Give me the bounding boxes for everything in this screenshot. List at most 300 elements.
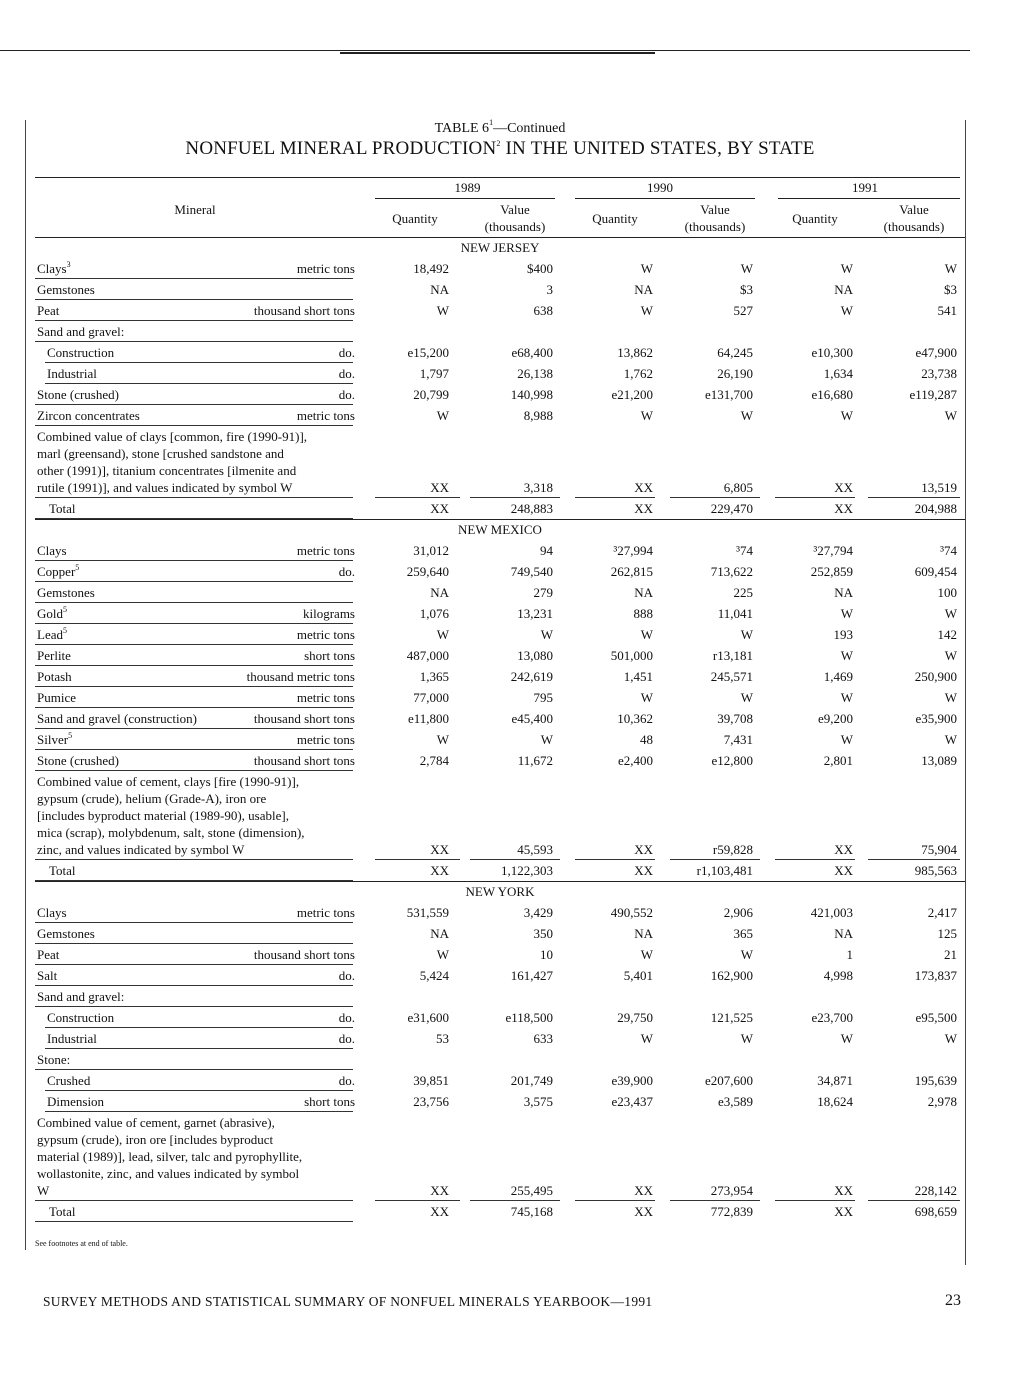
table-row xyxy=(35,603,965,624)
total-value: XX xyxy=(834,501,853,516)
value-cell: W xyxy=(740,690,753,705)
unit-label: thousand short tons xyxy=(253,753,355,768)
value-cell: 18,492 xyxy=(413,261,449,276)
total-value: r1,103,481 xyxy=(696,863,753,878)
mineral-name xyxy=(37,944,59,965)
mineral-name xyxy=(47,363,97,384)
value-cell: 2,417 xyxy=(927,905,957,920)
value-cell: 48 xyxy=(640,732,653,747)
mineral-label: Silver xyxy=(37,732,69,747)
value-cell: 31,012 xyxy=(413,543,449,558)
year-rule xyxy=(778,198,960,199)
value-cell: W xyxy=(740,1031,753,1046)
value-cell: W xyxy=(640,261,653,276)
mineral-name xyxy=(37,384,119,405)
footnote-mark: 3 xyxy=(66,259,71,269)
combined-line: wollastonite, zinc, and values indicated by symbol xyxy=(37,1166,300,1181)
table-row xyxy=(35,923,965,944)
value-cell: W xyxy=(436,408,449,423)
total-value: XX xyxy=(834,1204,853,1219)
combined-description xyxy=(35,426,357,498)
total-value: XX xyxy=(634,501,653,516)
footnote-mark: 5 xyxy=(63,604,67,614)
unit-label: thousand short tons xyxy=(253,947,355,962)
mineral-name xyxy=(37,923,95,944)
mineral-label: Perlite xyxy=(37,648,71,663)
combined-description xyxy=(35,1112,357,1201)
mineral-name xyxy=(37,687,76,708)
mineral-label: Dimension xyxy=(47,1094,105,1109)
value-cell: 94 xyxy=(540,543,553,558)
mineral-name xyxy=(37,279,95,300)
value-cell: 13,089 xyxy=(921,753,957,768)
table-row xyxy=(35,321,965,342)
value-cell: e68,400 xyxy=(511,345,553,360)
value-cell: 421,003 xyxy=(810,905,853,920)
value-cell: 5,424 xyxy=(419,968,449,983)
value-cell: W xyxy=(740,261,753,276)
mineral-label: Stone: xyxy=(37,1052,71,1067)
mineral-name xyxy=(37,645,71,666)
value-cell: 501,000 xyxy=(610,648,653,663)
mineral-name xyxy=(47,1007,114,1028)
value-cell: W xyxy=(944,408,957,423)
value-cell: NA xyxy=(834,282,853,297)
production-table xyxy=(35,237,965,1222)
table-row xyxy=(35,561,965,582)
value-cell: NA xyxy=(634,585,653,600)
unit-label: metric tons xyxy=(296,690,355,705)
section-name: NEW JERSEY xyxy=(460,240,540,255)
table-row xyxy=(35,687,965,708)
unit-label: short tons xyxy=(304,1094,355,1109)
value-cell: 125 xyxy=(937,926,957,941)
table-row xyxy=(35,1007,965,1028)
total-label: Total xyxy=(49,863,76,878)
value-cell: W xyxy=(840,690,853,705)
value-cell: 39,708 xyxy=(717,711,753,726)
combined-line: [includes byproduct material (1989-90), usable], xyxy=(37,808,289,823)
mineral-name xyxy=(37,986,124,1007)
combined-line: zinc, and values indicated by symbol W xyxy=(37,842,245,857)
value-header: Value (thousands) xyxy=(484,202,546,234)
value-cell: NA xyxy=(634,282,653,297)
value-cell: e23,437 xyxy=(611,1094,653,1109)
value-cell: ³74 xyxy=(736,543,753,558)
value-cell: e16,680 xyxy=(811,387,853,402)
unit-label: kilograms xyxy=(303,606,355,621)
value-cell: 262,815 xyxy=(610,564,653,579)
value-cell: 795 xyxy=(533,690,553,705)
mineral-name xyxy=(37,300,59,321)
mineral-label: Gemstones xyxy=(37,926,95,941)
value-cell: W xyxy=(840,408,853,423)
total-row xyxy=(35,1201,965,1222)
value-cell: W xyxy=(840,606,853,621)
value-cell: 3 xyxy=(546,282,553,297)
value-cell: e95,500 xyxy=(915,1010,957,1025)
value-cell: 26,138 xyxy=(517,366,553,381)
quantity-header: Quantity xyxy=(392,211,438,226)
mineral-name xyxy=(37,405,140,426)
value-cell: e35,900 xyxy=(915,711,957,726)
unit-label: do. xyxy=(338,387,355,402)
value-cell: 10,362 xyxy=(617,711,653,726)
unit-label: short tons xyxy=(304,648,355,663)
mineral-label: Peat xyxy=(37,947,60,962)
combined-line: other (1991)], titanium concentrates [ilmenite and xyxy=(37,463,297,478)
value-cell: W xyxy=(840,732,853,747)
value-cell: XX xyxy=(430,480,449,495)
table-row xyxy=(35,540,965,561)
value-cell: NA xyxy=(430,926,449,941)
value-cell: 4,998 xyxy=(823,968,853,983)
value-header: Value (thousands) xyxy=(684,202,746,234)
value-cell: 638 xyxy=(533,303,553,318)
total-value: 1,122,303 xyxy=(501,863,553,878)
value-cell: 1 xyxy=(846,947,853,962)
table-row xyxy=(35,342,965,363)
mineral-label: Zircon concentrates xyxy=(37,408,140,423)
year-1991: 1991 xyxy=(852,180,878,195)
mineral-name xyxy=(47,1028,97,1049)
value-cell: W xyxy=(840,303,853,318)
table-row xyxy=(35,666,965,687)
combined-line: Combined value of cement, garnet (abrasive), xyxy=(37,1115,275,1130)
value-cell: W xyxy=(540,627,553,642)
combined-row xyxy=(35,426,965,498)
value-cell: 195,639 xyxy=(914,1073,957,1088)
value-cell: $3 xyxy=(944,282,957,297)
unit-label: metric tons xyxy=(296,408,355,423)
table-row xyxy=(35,363,965,384)
mineral-label: Industrial xyxy=(47,366,97,381)
combined-line: gypsum (crude), iron ore [includes byproduct xyxy=(37,1132,274,1147)
value-cell: 225 xyxy=(733,585,753,600)
value-cell: NA xyxy=(430,585,449,600)
year-1990: 1990 xyxy=(647,180,673,195)
combined-row xyxy=(35,1112,965,1201)
value-cell: XX xyxy=(634,842,653,857)
mineral-name xyxy=(37,321,124,342)
mineral-label: Gemstones xyxy=(37,585,95,600)
value-cell: XX xyxy=(634,480,653,495)
mineral-label: Sand and gravel: xyxy=(37,989,125,1004)
total-value: 772,839 xyxy=(710,1204,753,1219)
value-header: Value (thousands) xyxy=(883,202,945,234)
value-cell: XX xyxy=(430,842,449,857)
table-row xyxy=(35,384,965,405)
combined-line: mica (scrap), molybdenum, salt, stone (dimension), xyxy=(37,825,305,840)
table-row xyxy=(35,708,965,729)
value-cell: W xyxy=(740,408,753,423)
section-row xyxy=(35,881,965,902)
value-cell: 1,365 xyxy=(419,669,449,684)
value-cell: 26,190 xyxy=(717,366,753,381)
combined-row xyxy=(35,771,965,860)
value-cell: e45,400 xyxy=(511,711,553,726)
value-cell: W xyxy=(640,1031,653,1046)
unit-label: do. xyxy=(338,1073,355,1088)
combined-line: Combined value of cement, clays [fire (1990-91)], xyxy=(37,774,300,789)
value-cell: 259,640 xyxy=(406,564,449,579)
value-cell: 228,142 xyxy=(914,1183,957,1198)
value-cell: NA xyxy=(430,282,449,297)
value-cell: e23,700 xyxy=(811,1010,853,1025)
value-cell: W xyxy=(540,732,553,747)
total-value: XX xyxy=(430,863,449,878)
value-cell: 2,801 xyxy=(823,753,853,768)
table-row xyxy=(35,944,965,965)
value-cell: 531,559 xyxy=(406,905,449,920)
value-cell: W xyxy=(740,627,753,642)
mineral-name xyxy=(37,603,67,624)
value-cell: 39,851 xyxy=(413,1073,449,1088)
value-cell: 193 xyxy=(833,627,853,642)
value-cell: 3,318 xyxy=(523,480,553,495)
value-cell: XX xyxy=(834,480,853,495)
total-value: 985,563 xyxy=(914,863,957,878)
value-cell: 2,906 xyxy=(723,905,753,920)
table-row xyxy=(35,750,965,771)
table-row xyxy=(35,902,965,923)
value-cell: W xyxy=(640,627,653,642)
value-cell: W xyxy=(640,947,653,962)
value-cell: XX xyxy=(634,1183,653,1198)
table-row xyxy=(35,1070,965,1091)
value-cell: e131,700 xyxy=(704,387,753,402)
combined-line: marl (greensand), stone [crushed sandstone and xyxy=(37,446,284,461)
table-row xyxy=(35,300,965,321)
mineral-name xyxy=(37,582,95,603)
value-cell: $3 xyxy=(740,282,753,297)
mineral-label: Industrial xyxy=(47,1031,97,1046)
value-cell: W xyxy=(840,261,853,276)
table-row xyxy=(35,986,965,1007)
value-cell: e118,500 xyxy=(505,1010,553,1025)
value-cell: e9,200 xyxy=(817,711,853,726)
value-cell: 13,231 xyxy=(517,606,553,621)
value-cell: e12,800 xyxy=(711,753,753,768)
value-cell: r13,181 xyxy=(712,648,753,663)
value-cell: W xyxy=(436,947,449,962)
value-cell: e207,600 xyxy=(704,1073,753,1088)
value-cell: 161,427 xyxy=(510,968,553,983)
value-cell: e39,900 xyxy=(611,1073,653,1088)
value-cell: 6,805 xyxy=(723,480,753,495)
total-row xyxy=(35,498,965,519)
quantity-header: Quantity xyxy=(592,211,638,226)
year-rule xyxy=(575,198,755,199)
value-cell: 252,859 xyxy=(810,564,853,579)
value-cell: 53 xyxy=(436,1031,449,1046)
mineral-label: Clays xyxy=(37,261,67,276)
mineral-label: Clays xyxy=(37,543,67,558)
value-cell: ³74 xyxy=(940,543,957,558)
footnote: See footnotes at end of table. xyxy=(35,1239,128,1248)
left-margin-line xyxy=(25,120,26,1250)
value-cell: W xyxy=(436,732,449,747)
total-value: XX xyxy=(634,1204,653,1219)
unit-label: do. xyxy=(338,345,355,360)
right-margin-line xyxy=(965,120,966,1265)
value-cell: 201,749 xyxy=(510,1073,553,1088)
unit-label: thousand short tons xyxy=(253,711,355,726)
value-cell: e3,589 xyxy=(717,1094,753,1109)
value-cell: 242,619 xyxy=(510,669,553,684)
table-row xyxy=(35,405,965,426)
total-value: 229,470 xyxy=(710,501,753,516)
mineral-name xyxy=(47,1091,104,1112)
combined-line: gypsum (crude), helium (Grade-A), iron ore xyxy=(37,791,267,806)
value-cell: 75,904 xyxy=(921,842,957,857)
mineral-name xyxy=(37,666,72,687)
value-cell: 173,837 xyxy=(914,968,957,983)
unit-label: thousand short tons xyxy=(253,303,355,318)
total-value: 204,988 xyxy=(914,501,957,516)
value-cell: 23,756 xyxy=(413,1094,449,1109)
value-cell: 273,954 xyxy=(710,1183,753,1198)
value-cell: 1,469 xyxy=(823,669,853,684)
table-subtitle: TABLE $6^1—Continued$ xyxy=(434,118,566,136)
value-cell: 365 xyxy=(733,926,753,941)
value-cell: e31,600 xyxy=(407,1010,449,1025)
mineral-label: Gemstones xyxy=(37,282,95,297)
value-cell: 255,495 xyxy=(510,1183,553,1198)
total-value: 248,883 xyxy=(510,501,553,516)
value-cell: 18,624 xyxy=(817,1094,853,1109)
mineral-name xyxy=(37,708,197,729)
mineral-name xyxy=(47,1070,90,1091)
mineral-label: Clays xyxy=(37,905,67,920)
value-cell: r59,828 xyxy=(712,842,753,857)
value-cell: e15,200 xyxy=(407,345,449,360)
value-cell: W xyxy=(436,303,449,318)
value-cell: W xyxy=(944,1031,957,1046)
mineral-name xyxy=(37,258,71,279)
value-cell: 1,762 xyxy=(623,366,653,381)
value-cell: 1,634 xyxy=(823,366,853,381)
table-row xyxy=(35,258,965,279)
total-value: XX xyxy=(430,501,449,516)
value-cell: W xyxy=(640,408,653,423)
footnote-mark: 5 xyxy=(68,730,73,740)
total-value: XX xyxy=(430,1204,449,1219)
value-cell: XX xyxy=(834,1183,853,1198)
page-number: 23 xyxy=(945,1292,961,1309)
value-cell: e11,800 xyxy=(407,711,449,726)
value-cell: 13,519 xyxy=(921,480,957,495)
mineral-label: Crushed xyxy=(47,1073,91,1088)
value-cell: XX xyxy=(430,1183,449,1198)
unit-label: metric tons xyxy=(296,905,355,920)
value-cell: NA xyxy=(834,585,853,600)
total-value: 698,659 xyxy=(914,1204,957,1219)
unit-label: do. xyxy=(338,564,355,579)
unit-label: thousand metric tons xyxy=(246,669,355,684)
value-cell: e2,400 xyxy=(617,753,653,768)
value-cell: 1,451 xyxy=(623,669,653,684)
mineral-label: Construction xyxy=(47,1010,115,1025)
mineral-label: Copper xyxy=(37,564,76,579)
mineral-name xyxy=(47,342,114,363)
table-row xyxy=(35,965,965,986)
mineral-label: Potash xyxy=(37,669,72,684)
value-cell: 23,738 xyxy=(921,366,957,381)
value-cell: 713,622 xyxy=(710,564,753,579)
total-label: Total xyxy=(49,1204,76,1219)
value-cell: ³27,794 xyxy=(813,543,853,558)
value-cell: 350 xyxy=(533,926,553,941)
value-cell: 487,000 xyxy=(406,648,449,663)
unit-label: do. xyxy=(338,1010,355,1025)
section-row xyxy=(35,237,965,258)
mineral-name xyxy=(37,624,67,645)
footnote-mark: 5 xyxy=(62,625,67,635)
combined-line: rutile (1991)], and values indicated by symbol W xyxy=(37,480,293,495)
value-cell: 142 xyxy=(937,627,957,642)
value-cell: 10 xyxy=(540,947,553,962)
combined-line: Combined value of clays [common, fire (1990-91)], xyxy=(37,429,308,444)
value-cell: W xyxy=(640,690,653,705)
mineral-label: Stone (crushed) xyxy=(37,387,119,402)
section-row xyxy=(35,519,965,540)
value-cell: XX xyxy=(834,842,853,857)
footnote-mark: 5 xyxy=(75,562,80,572)
value-cell: 8,988 xyxy=(523,408,553,423)
mineral-name xyxy=(37,965,57,986)
value-cell: e47,900 xyxy=(915,345,957,360)
value-cell: 140,998 xyxy=(510,387,553,402)
value-cell: 20,799 xyxy=(413,387,449,402)
section-name: NEW YORK xyxy=(465,884,535,899)
combined-line: material (1989)], lead, silver, talc and pyrophyllite, xyxy=(37,1149,303,1164)
table-row xyxy=(35,582,965,603)
value-cell: 13,862 xyxy=(617,345,653,360)
value-cell: 5,401 xyxy=(623,968,653,983)
page-footer: SURVEY METHODS AND STATISTICAL SUMMARY OF NONFUEL MINERALS YEARBOOK—1991 xyxy=(43,1294,653,1309)
value-cell: W xyxy=(740,947,753,962)
value-cell: 633 xyxy=(533,1031,553,1046)
value-cell: W xyxy=(840,1031,853,1046)
value-cell: 245,571 xyxy=(710,669,753,684)
table-row xyxy=(35,729,965,750)
mineral-name xyxy=(37,540,67,561)
value-cell: 2,784 xyxy=(419,753,449,768)
quantity-header: Quantity xyxy=(792,211,838,226)
mineral-name xyxy=(37,561,79,582)
section-name: NEW MEXICO xyxy=(458,522,542,537)
mineral-label: Construction xyxy=(47,345,115,360)
mineral-label: Sand and gravel: xyxy=(37,324,125,339)
unit-label: metric tons xyxy=(296,543,355,558)
value-cell: 7,431 xyxy=(723,732,753,747)
value-cell: 490,552 xyxy=(610,905,653,920)
top-rule xyxy=(0,50,970,51)
value-cell: 749,540 xyxy=(510,564,553,579)
total-row xyxy=(35,860,965,881)
value-cell: 121,525 xyxy=(710,1010,753,1025)
value-cell: 250,900 xyxy=(914,669,957,684)
value-cell: W xyxy=(436,627,449,642)
unit-label: do. xyxy=(338,968,355,983)
mineral-label: Pumice xyxy=(37,690,76,705)
value-cell: 2,978 xyxy=(927,1094,957,1109)
value-cell: 13,080 xyxy=(517,648,553,663)
mineral-name xyxy=(37,1049,70,1070)
value-cell: W xyxy=(944,261,957,276)
value-cell: NA xyxy=(834,926,853,941)
